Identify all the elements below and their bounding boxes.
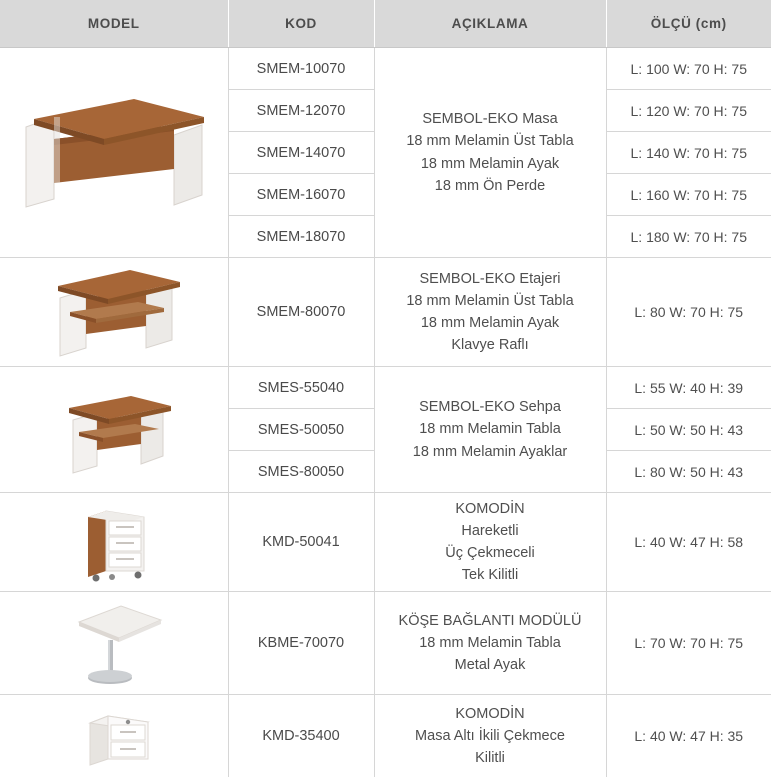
product-description xyxy=(374,592,606,695)
product-code: SMEM-18070 xyxy=(228,216,374,258)
description-line: Kilitli xyxy=(379,747,602,769)
description-line: Hareketli xyxy=(379,520,602,542)
product-size: L: 140 W: 70 H: 75 xyxy=(606,132,771,174)
product-code: SMES-80050 xyxy=(228,451,374,493)
product-code: SMEM-14070 xyxy=(228,132,374,174)
description-line: 18 mm Melamin Ayak xyxy=(379,153,602,175)
table-row xyxy=(0,48,771,90)
table-row xyxy=(0,367,771,409)
product-size: L: 50 W: 50 H: 43 xyxy=(606,409,771,451)
description-line: 18 mm Melamin Ayaklar xyxy=(379,441,602,463)
column-header-model: MODEL xyxy=(0,0,228,48)
kose-baglanti-modulu-image xyxy=(0,592,228,695)
product-description xyxy=(374,695,606,777)
product-description xyxy=(374,367,606,493)
product-code: SMES-50050 xyxy=(228,409,374,451)
product-code: KMD-35400 xyxy=(228,695,374,777)
description-line: Tek Kilitli xyxy=(379,564,602,586)
product-size: L: 80 W: 50 H: 43 xyxy=(606,451,771,493)
description-line: SEMBOL-EKO Masa xyxy=(379,108,602,130)
table-header-row xyxy=(0,0,771,48)
column-header-olcu: ÖLÇÜ (cm) xyxy=(606,0,771,48)
description-line: Masa Altı İkili Çekmece xyxy=(379,725,602,747)
product-description xyxy=(374,258,606,367)
sembol-eko-etajeri-image xyxy=(0,258,228,367)
product-code: SMEM-10070 xyxy=(228,48,374,90)
product-code: SMEM-12070 xyxy=(228,90,374,132)
description-line: SEMBOL-EKO Sehpa xyxy=(379,396,602,418)
product-size: L: 180 W: 70 H: 75 xyxy=(606,216,771,258)
sembol-eko-masa-image xyxy=(0,48,228,258)
description-line: 18 mm Melamin Üst Tabla xyxy=(379,290,602,312)
product-size: L: 100 W: 70 H: 75 xyxy=(606,48,771,90)
sembol-eko-sehpa-image xyxy=(0,367,228,493)
description-line: SEMBOL-EKO Etajeri xyxy=(379,268,602,290)
table-row xyxy=(0,592,771,695)
product-size: L: 160 W: 70 H: 75 xyxy=(606,174,771,216)
table-row xyxy=(0,493,771,592)
product-code: SMES-55040 xyxy=(228,367,374,409)
description-line: 18 mm Melamin Tabla xyxy=(379,632,602,654)
desk-illustration xyxy=(16,95,212,211)
description-line: KÖŞE BAĞLANTI MODÜLÜ xyxy=(379,610,602,632)
product-code: SMEM-16070 xyxy=(228,174,374,216)
product-description xyxy=(374,48,606,258)
description-line: 18 mm Ön Perde xyxy=(379,175,602,197)
product-size: L: 80 W: 70 H: 75 xyxy=(606,258,771,367)
komodin-hareketli-image xyxy=(0,493,228,592)
product-size: L: 40 W: 47 H: 35 xyxy=(606,695,771,777)
komodin-masa-alti-image xyxy=(0,695,228,777)
table-row xyxy=(0,258,771,367)
description-line: Metal Ayak xyxy=(379,654,602,676)
column-header-aciklama: AÇIKLAMA xyxy=(374,0,606,48)
product-size: L: 70 W: 70 H: 75 xyxy=(606,592,771,695)
description-line: 18 mm Melamin Ayak xyxy=(379,312,602,334)
under-desk-pedestal-illustration xyxy=(54,701,174,771)
description-line: Üç Çekmeceli xyxy=(379,542,602,564)
product-size: L: 55 W: 40 H: 39 xyxy=(606,367,771,409)
corner-module-illustration xyxy=(49,598,179,688)
table-body xyxy=(0,48,771,777)
description-line: 18 mm Melamin Tabla xyxy=(379,418,602,440)
mobile-pedestal-illustration xyxy=(54,499,174,585)
coffee-table-illustration xyxy=(39,380,189,480)
description-line: KOMODİN xyxy=(379,703,602,725)
column-header-kod: KOD xyxy=(228,0,374,48)
description-line: KOMODİN xyxy=(379,498,602,520)
table-row xyxy=(0,695,771,777)
product-code: KBME-70070 xyxy=(228,592,374,695)
product-size: L: 120 W: 70 H: 75 xyxy=(606,90,771,132)
product-code: SMEM-80070 xyxy=(228,258,374,367)
computer-desk-illustration xyxy=(34,264,194,360)
product-code: KMD-50041 xyxy=(228,493,374,592)
table-header xyxy=(0,0,771,48)
product-size: L: 40 W: 47 H: 58 xyxy=(606,493,771,592)
description-line: Klavye Raflı xyxy=(379,334,602,356)
product-description xyxy=(374,493,606,592)
description-line: 18 mm Melamin Üst Tabla xyxy=(379,130,602,152)
